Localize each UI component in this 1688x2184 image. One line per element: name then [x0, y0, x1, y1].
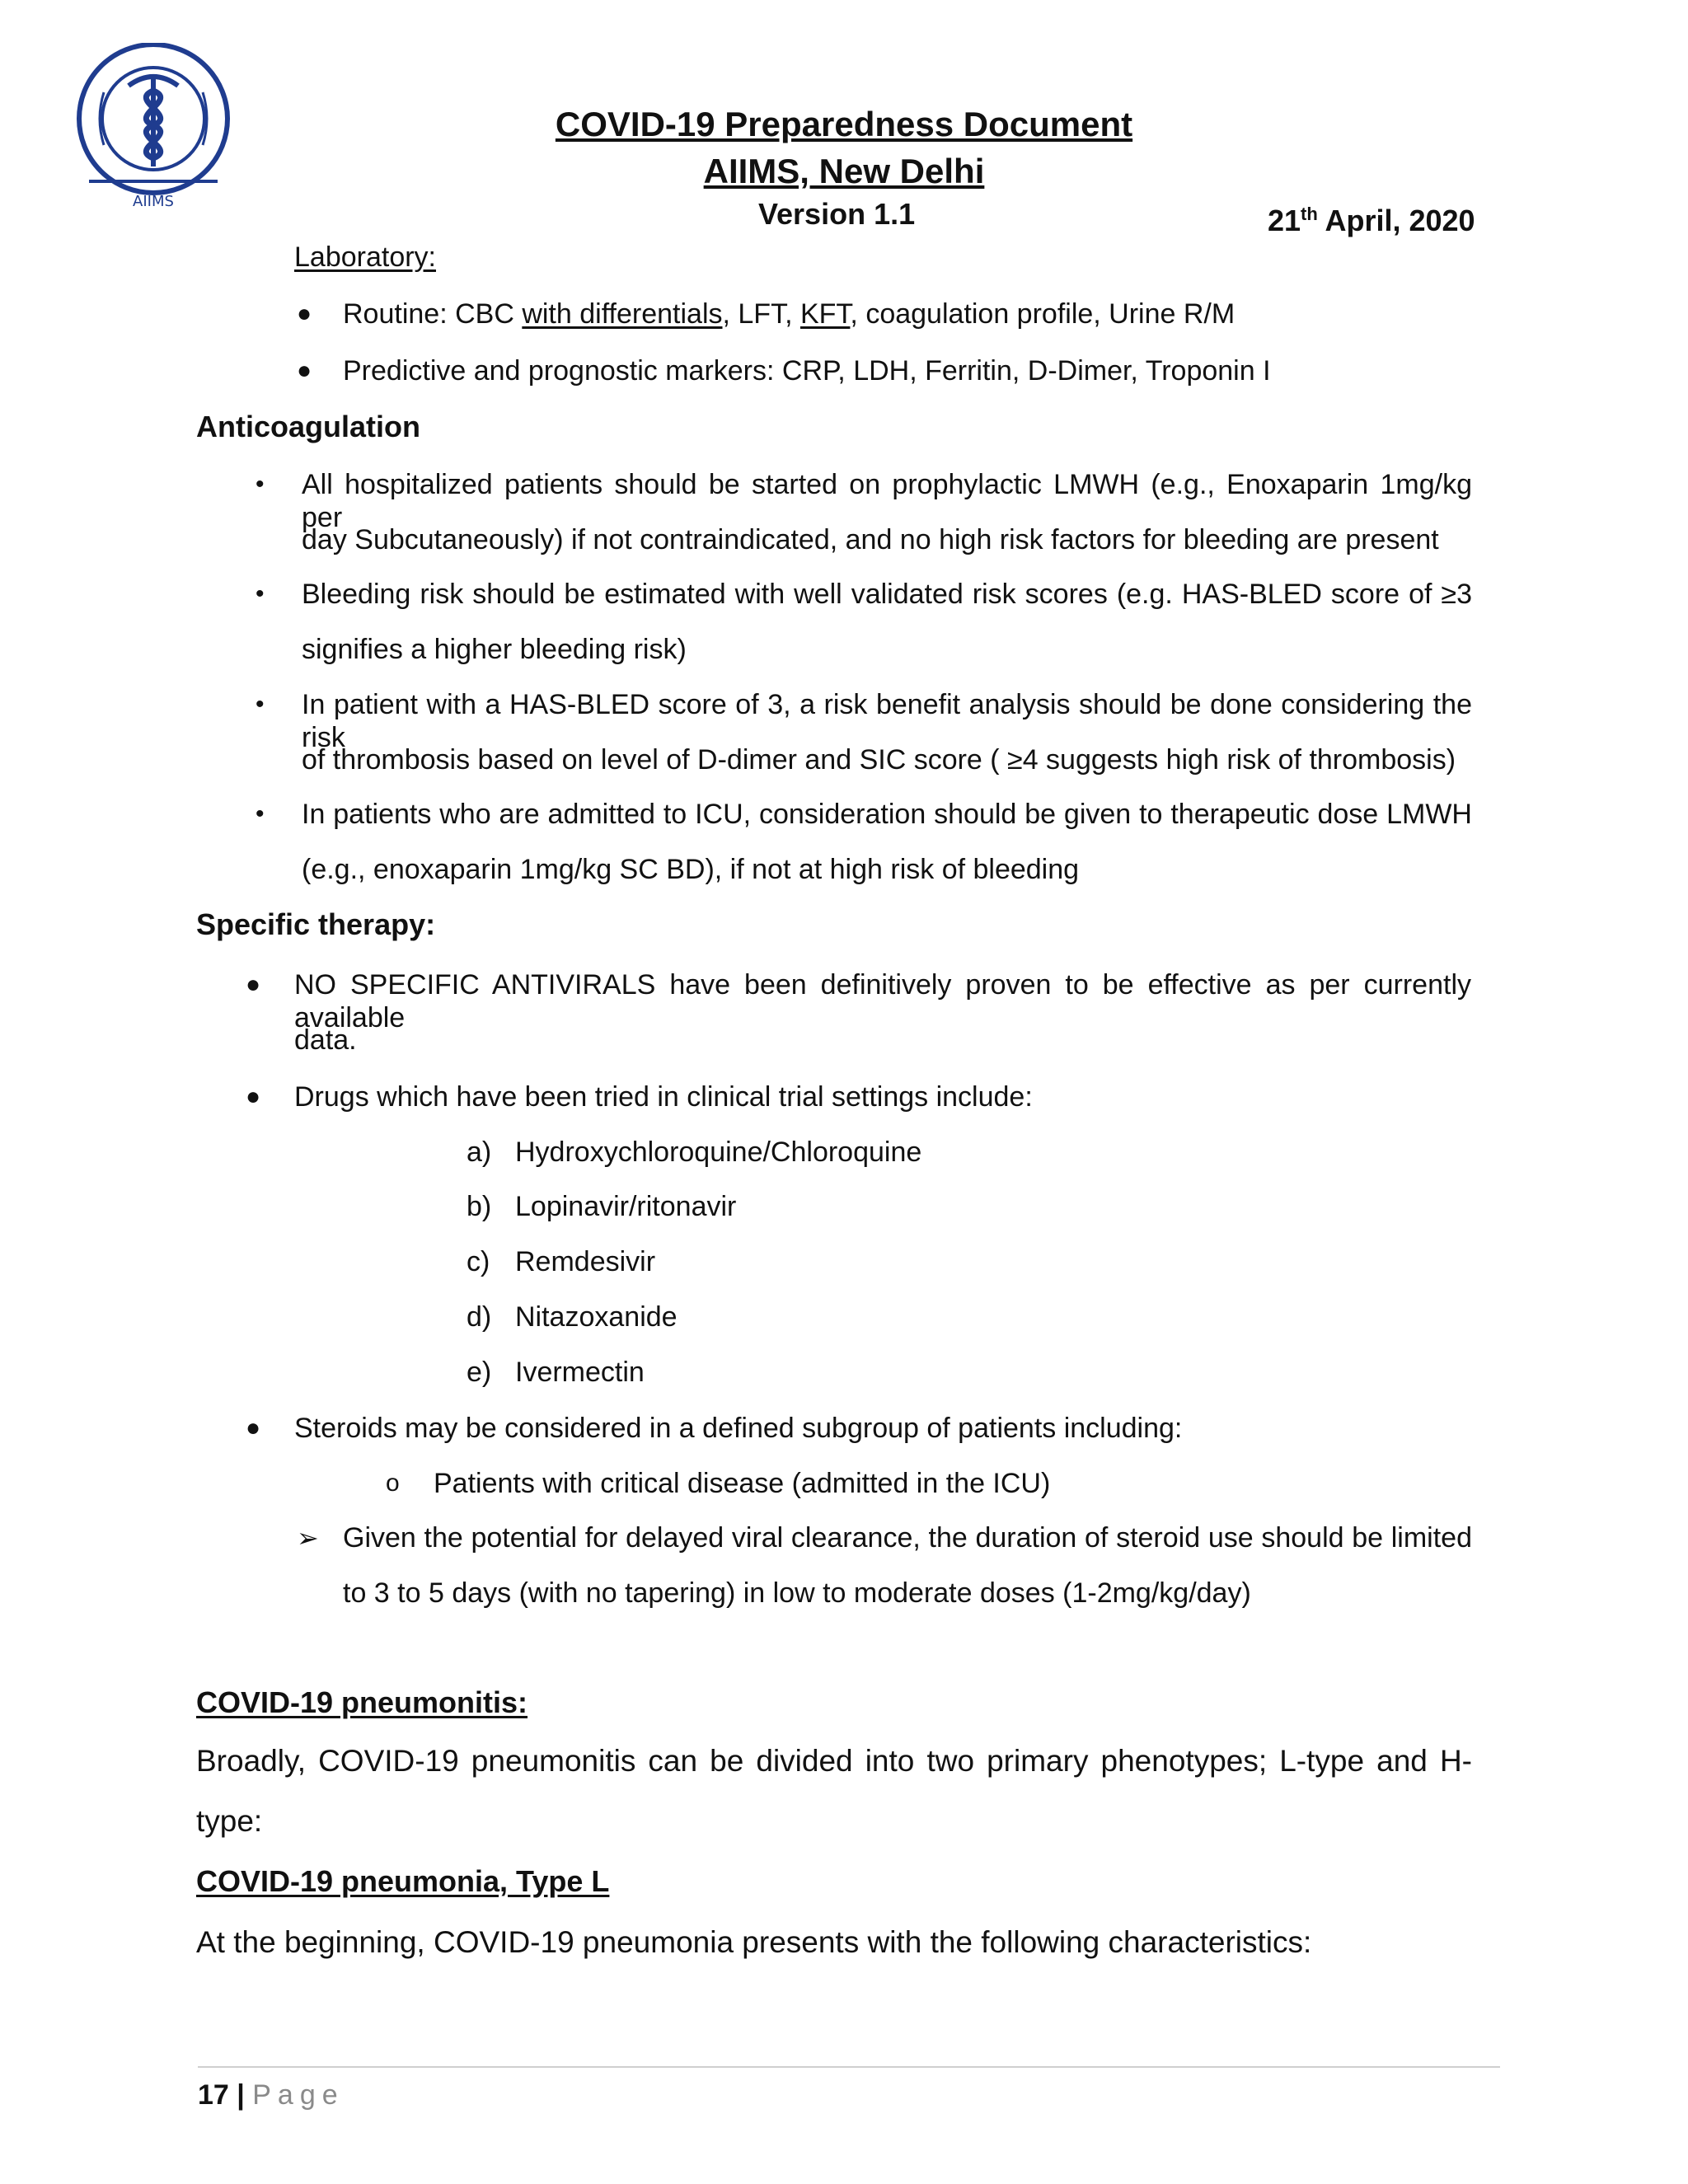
drug-marker: b)	[467, 1191, 492, 1222]
steroid-duration-line-1: Given the potential for delayed viral clearance, the duration of steroid use should be limited	[343, 1522, 1472, 1554]
date-day: 21	[1268, 204, 1301, 237]
document-subtitle: AIIMS, New Delhi	[703, 152, 985, 190]
specific-item-3: Steroids may be considered in a defined subgroup of patients including:	[294, 1413, 1183, 1444]
page-footer	[198, 2079, 345, 2111]
bullet-icon: •	[256, 691, 265, 718]
circle-bullet-icon: o	[386, 1469, 400, 1497]
anticoag-item-3-line-2: of thrombosis based on level of D-dimer and SIC score ( ≥4 suggests high risk of thrombosis)	[302, 744, 1456, 776]
arrow-bullet-icon: ➢	[297, 1523, 319, 1553]
bullet-icon: •	[256, 580, 265, 607]
pneumonitis-paragraph-line-1: Broadly, COVID-19 pneumonitis can be divided into two primary phenotypes; L-type and H-	[196, 1744, 1472, 1778]
drug-name: Remdesivir	[515, 1246, 656, 1277]
date-rest: April, 2020	[1317, 204, 1475, 237]
anticoag-item-4-line-2: (e.g., enoxaparin 1mg/kg SC BD), if not at high risk of bleeding	[302, 854, 1080, 885]
lab-routine-text: , LFT,	[722, 298, 800, 330]
svg-text:AIIMS: AIIMS	[133, 193, 174, 208]
lab-routine-item	[343, 298, 1235, 330]
steroid-duration-line-2: to 3 to 5 days (with no tapering) in low to moderate doses (1-2mg/kg/day)	[343, 1577, 1251, 1609]
anticoag-item-2-line-1: Bleeding risk should be estimated with well validated risk scores (e.g. HAS-BLED score of ≥3	[302, 579, 1472, 610]
bullet-icon: •	[256, 800, 265, 827]
bullet-icon: ●	[246, 971, 261, 998]
drug-marker: a)	[467, 1137, 492, 1168]
drug-name: Lopinavir/ritonavir	[515, 1191, 737, 1222]
specific-therapy-heading: Specific therapy:	[196, 907, 436, 941]
drug-marker: c)	[467, 1246, 490, 1277]
bullet-icon: ●	[297, 300, 312, 327]
drug-name: Ivermectin	[515, 1357, 645, 1388]
specific-item-1-line-1: NO SPECIFIC ANTIVIRALS have been definitively proven to be effective as per currently available	[294, 969, 1471, 1033]
date-suffix: th	[1301, 204, 1318, 224]
document-date	[1268, 198, 1475, 237]
bullet-icon: ●	[246, 1083, 261, 1110]
anticoag-item-3-line-1: In patient with a HAS-BLED score of 3, a risk benefit analysis should be done considering the risk	[302, 689, 1472, 753]
lab-routine-underlined: with differentials	[522, 298, 723, 330]
page-number: 17	[198, 2079, 229, 2111]
anticoag-item-1-line-1: All hospitalized patients should be started on prophylactic LMWH (e.g., Enoxaparin 1mg/kg per	[302, 469, 1472, 533]
pneumonitis-heading: COVID-19 pneumonitis:	[196, 1685, 528, 1719]
type-l-heading: COVID-19 pneumonia, Type L	[196, 1864, 610, 1898]
footer-divider	[198, 2066, 1500, 2068]
drug-name: Nitazoxanide	[515, 1301, 678, 1333]
page-separator: |	[237, 2079, 245, 2111]
version-label: Version 1.1	[758, 197, 916, 231]
steroid-subgroup-item: Patients with critical disease (admitted in the ICU)	[434, 1468, 1051, 1499]
specific-item-1-line-2: data.	[294, 1024, 357, 1056]
bullet-icon: ●	[246, 1414, 261, 1441]
lab-routine-text: , coagulation profile, Urine R/M	[850, 298, 1236, 330]
bullet-icon: ●	[297, 357, 312, 384]
lab-markers-item: Predictive and prognostic markers: CRP, LDH, Ferritin, D-Dimer, Troponin I	[343, 355, 1271, 387]
page-word: Page	[252, 2079, 345, 2111]
drug-marker: d)	[467, 1301, 492, 1333]
specific-item-2: Drugs which have been tried in clinical trial settings include:	[294, 1081, 1033, 1113]
type-l-paragraph: At the beginning, COVID-19 pneumonia presents with the following characteristics:	[196, 1925, 1312, 1959]
laboratory-heading: Laboratory:	[294, 241, 436, 273]
anticoag-item-4-line-1: In patients who are admitted to ICU, consideration should be given to therapeutic dose LMWH	[302, 799, 1472, 830]
document-title: COVID-19 Preparedness Document	[555, 105, 1133, 143]
pneumonitis-paragraph-line-2: type:	[196, 1804, 263, 1838]
bullet-icon: •	[256, 471, 265, 498]
anticoagulation-heading: Anticoagulation	[196, 410, 420, 443]
lab-routine-text: Routine: CBC	[343, 298, 523, 330]
anticoag-item-1-line-2: day Subcutaneously) if not contraindicated, and no high risk factors for bleeding are present	[302, 524, 1439, 555]
anticoag-item-2-line-2: signifies a higher bleeding risk)	[302, 634, 687, 665]
drug-marker: e)	[467, 1357, 492, 1388]
lab-routine-underlined: KFT	[799, 298, 851, 330]
drug-name: Hydroxychloroquine/Chloroquine	[515, 1137, 922, 1168]
